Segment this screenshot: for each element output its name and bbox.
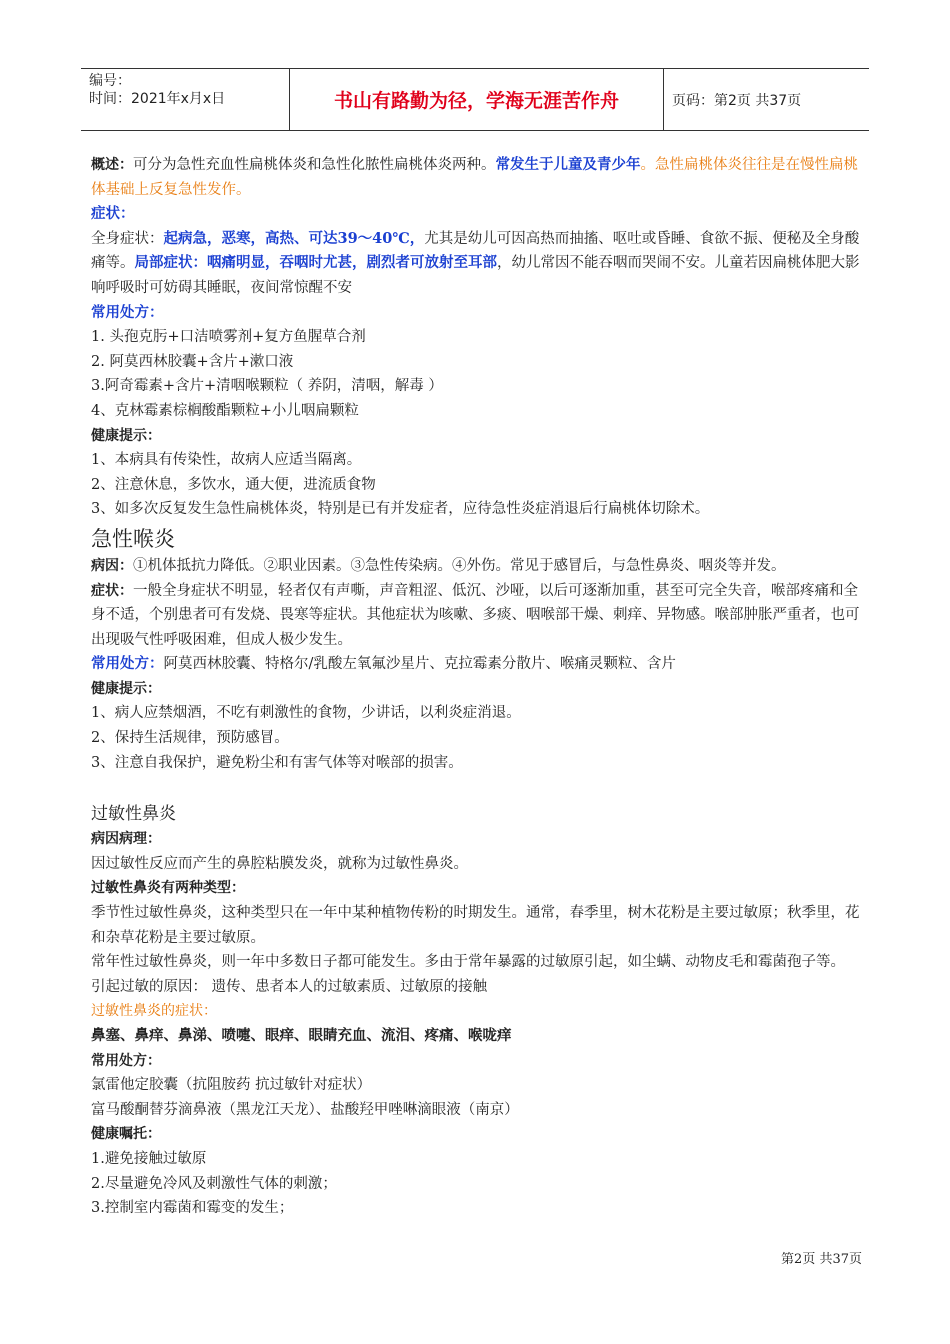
- patho-label: 病因病理：: [91, 831, 161, 848]
- rx3-label: 常用处方：: [91, 1052, 161, 1069]
- tip2-item: 2、保持生活规律，预防感冒。: [91, 730, 289, 747]
- rx-item: 1. 头孢克肟+口洁喷雾剂+复方鱼腥草合剂: [91, 329, 366, 346]
- tip2-item: 1、病人应禁烟酒，不吃有刺激性的食物，少讲话，以利炎症消退。: [91, 705, 521, 722]
- advice-item: 3.控制室内霉菌和霉变的发生；: [91, 1200, 294, 1217]
- header-motto: 书山有路勤为径，学海无涯苦作舟: [290, 69, 664, 130]
- advice-label: 健康嘱托：: [91, 1126, 161, 1143]
- overview-label: 概述：: [91, 157, 133, 173]
- symptom2-paragraph: [91, 579, 863, 653]
- cause-label: 病因：: [91, 557, 133, 574]
- tips2-label: 健康提示：: [91, 680, 161, 697]
- overview-paragraph: [91, 153, 863, 202]
- rx3-item: 氯雷他定胶囊（抗阻胺药 抗过敏针对症状）: [91, 1077, 372, 1094]
- rx2-text: 阿莫西林胶囊、特格尔/乳酸左氧氟沙星片、克拉霉素分散片、喉痛灵颗粒、含片: [163, 656, 676, 673]
- overview-text: 可分为急性充血性扁桃体炎和急性化脓性扁桃体炎两种。: [133, 157, 496, 173]
- symptom2-text: 一般全身症状不明显，轻者仅有声嘶，声音粗涩、低沉、沙哑，以后可逐渐加重，甚至可完全失音，喉部疼痛和全身不适，个别患者可有发烧、畏寒等症状。其他症状为咳嗽、多痰、咽喉部干燥、刺痒、异物感。喉部肿胀严重者，也可出现吸气性呼吸困难，但成人极少发生。: [91, 582, 860, 648]
- header-number: 编号：: [89, 73, 131, 89]
- symptom3-list: 鼻塞、鼻痒、鼻涕、喷嚏、眼痒、眼睛充血、流泪、疼痛、喉咙痒: [91, 1027, 512, 1044]
- section-title-laryngitis: 急性喉炎: [91, 526, 175, 551]
- header-page-info: 页码：第2页 共37页: [672, 92, 802, 109]
- tip-item: 1、本病具有传染性，故病人应适当隔离。: [91, 452, 362, 469]
- types-label: 过敏性鼻炎有两种类型：: [91, 880, 245, 897]
- symptom3-label: 过敏性鼻炎的症状：: [91, 1003, 217, 1020]
- symptom2-label: 症状：: [91, 582, 133, 599]
- rx-item: 3.阿奇霉素+含片+清咽喉颗粒（ 养阴，清咽，解毒 ）: [91, 378, 443, 395]
- page-header: [81, 68, 869, 131]
- symptom-label: 症状：: [91, 205, 135, 223]
- allergy-reason: 引起过敏的原因： 遗传、患者本人的过敏素质、过敏原的接触: [91, 978, 488, 995]
- rx-label: 常用处方：: [91, 303, 164, 321]
- document-body: [91, 153, 863, 1221]
- cause-paragraph: [91, 554, 863, 579]
- type-seasonal: 季节性过敏性鼻炎，这种类型只在一年中某种植物传粉的时期发生。通常，春季里，树木花粉是主要过敏原；秋季里，花和杂草花粉是主要过敏原。: [91, 905, 860, 946]
- header-time: 时间：2021年x月x日: [89, 91, 226, 107]
- symptom-general-text: 尤其是幼儿可因高热而抽搐、呕吐或昏睡、食欲不振、便秘及全身酸痛等。: [91, 230, 860, 272]
- symptom-paragraph: [91, 227, 863, 301]
- patho-text: 因过敏性反应而产生的鼻腔粘膜发炎，就称为过敏性鼻炎。: [91, 855, 468, 872]
- overview-text-end: 。急性扁桃体炎往往是在慢性扁桃体基础上反复急性发作。: [91, 157, 858, 198]
- symptom-general-highlight: 起病急，恶寒，高热、可达39～40℃，: [163, 229, 425, 247]
- rx2-paragraph: [91, 652, 863, 677]
- rx3-item: 富马酸酮替芬滴鼻液（黑龙江天龙）、盐酸羟甲唑啉滴眼液（南京）: [91, 1101, 519, 1118]
- symptom-general-label: 全身症状：: [91, 230, 164, 247]
- tips-label: 健康提示：: [91, 427, 161, 444]
- symptom-local-text: ，幼儿常因不能吞咽而哭闹不安。儿童若因扁桃体肥大影响呼吸时可妨碍其睡眠，夜间常惊醒不安: [91, 255, 860, 296]
- tip-item: 3、如多次反复发生急性扁桃体炎，特别是已有并发症者，应待急性炎症消退后行扁桃体切除术。: [91, 501, 710, 518]
- rx-item: 4、克林霉素棕榈酸酯颗粒+小儿咽扁颗粒: [91, 402, 359, 419]
- rx-item: 2. 阿莫西林胶囊+含片+漱口液: [91, 353, 294, 370]
- section-title-allergic-rhinitis: 过敏性鼻炎: [91, 804, 176, 825]
- tip-item: 2、注意休息，多饮水，通大便，进流质食物: [91, 476, 376, 493]
- header-meta: [81, 69, 290, 130]
- tip2-item: 3、注意自我保护，避免粉尘和有害气体等对喉部的损害。: [91, 754, 463, 771]
- overview-highlight: 常发生于儿童及青少年: [495, 156, 641, 173]
- rx2-label: 常用处方：: [91, 655, 164, 673]
- type-perennial: 常年性过敏性鼻炎，则一年中多数日子都可能发生。多由于常年暴露的过敏原引起，如尘螨、动物皮毛和霉菌孢子等。: [91, 954, 845, 971]
- page-footer: 第2页 共37页: [781, 1252, 862, 1267]
- advice-item: 1.避免接触过敏原: [91, 1150, 207, 1167]
- symptom-local-highlight: 局部症状：咽痛明显，吞咽时尤甚，剧烈者可放射至耳部: [134, 254, 497, 272]
- cause-text: ①机体抵抗力降低。②职业因素。③急性传染病。④外伤。常见于感冒后，与急性鼻炎、咽炎等并发。: [133, 557, 786, 574]
- advice-item: 2.尽量避免冷风及刺激性气体的刺激；: [91, 1175, 337, 1192]
